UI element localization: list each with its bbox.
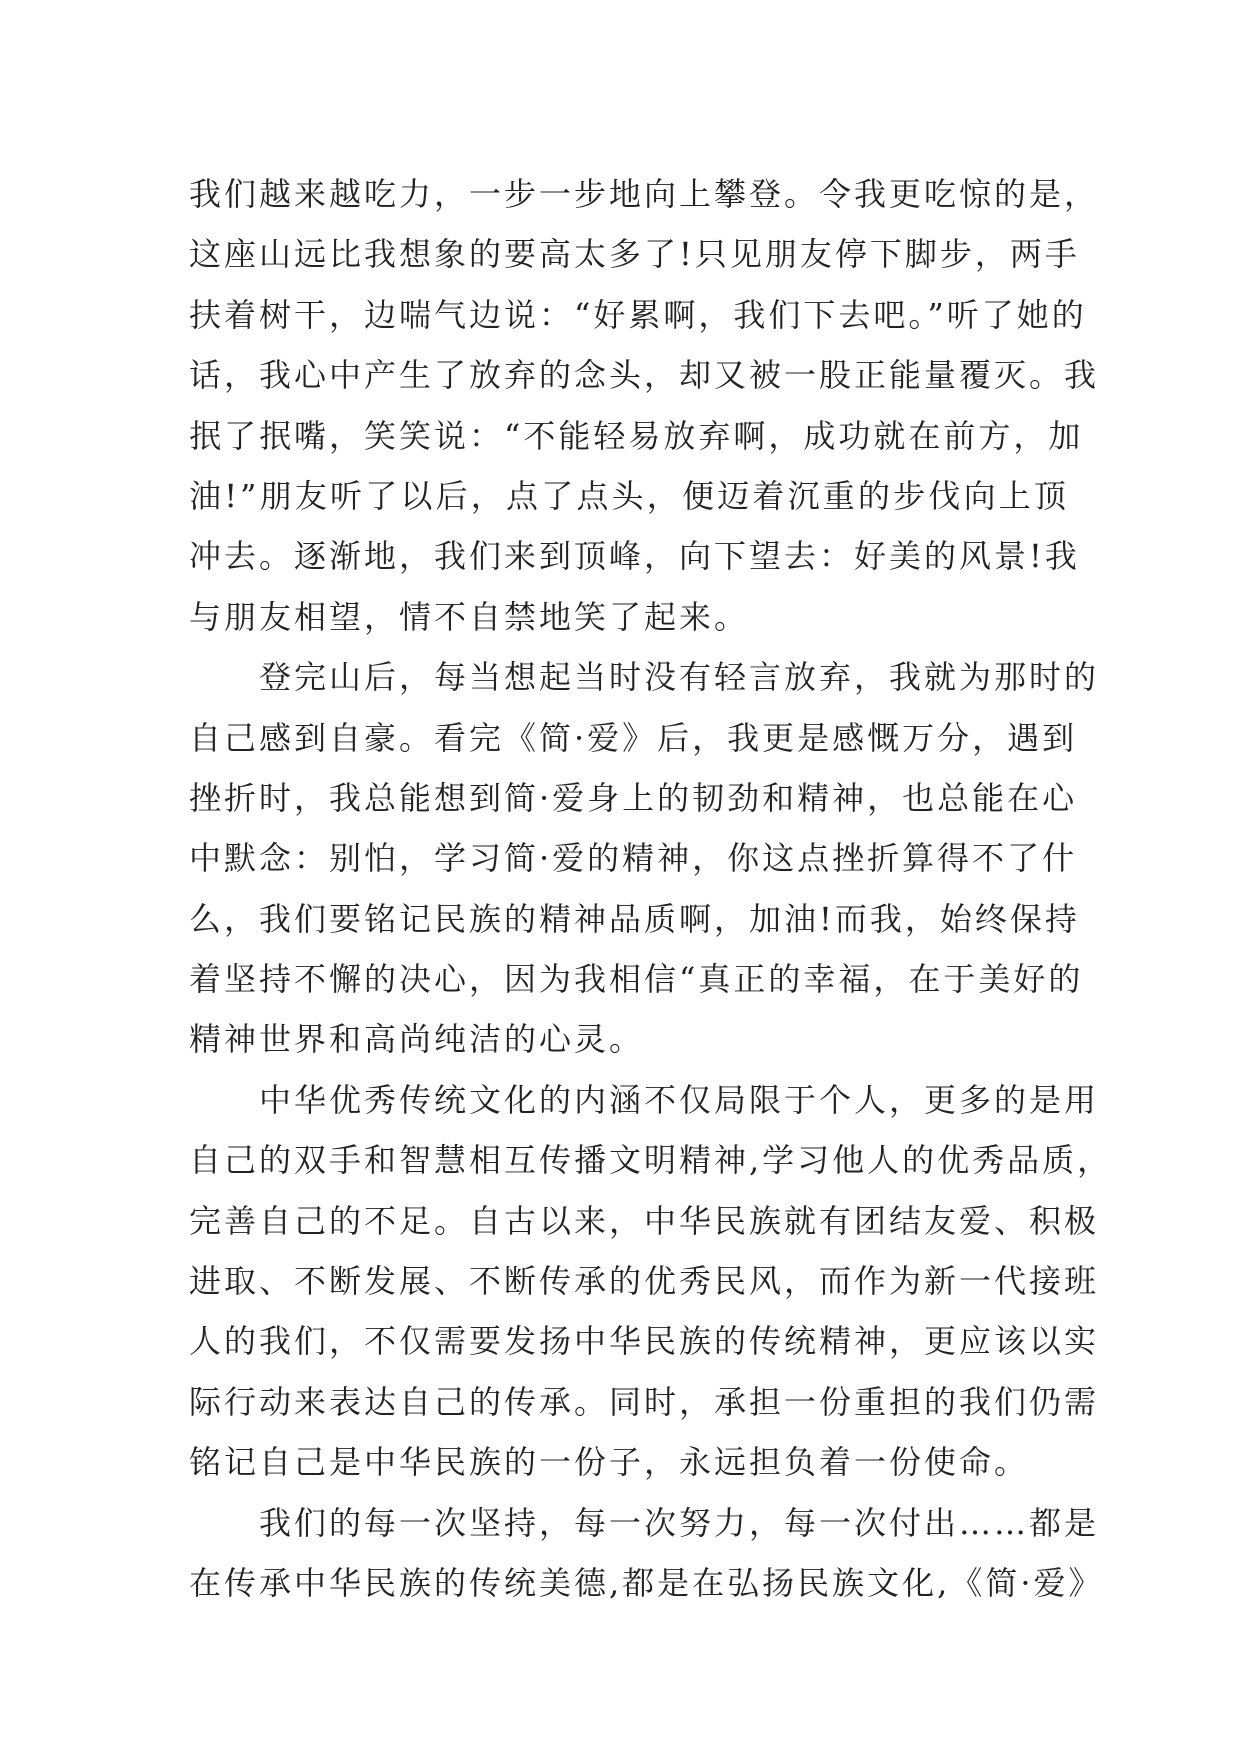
text-line: 油!”朋友听了以后，点了点头，便迈着沉重的步伐向上顶 <box>189 476 1069 515</box>
text-line: 完善自己的不足。自古以来，中华民族就有团结友爱、积极 <box>189 1201 1100 1240</box>
text-line: 精神世界和高尚纯洁的心灵。 <box>189 1020 645 1059</box>
document-page <box>189 164 1113 1613</box>
text-line: 这座山远比我想象的要高太多了!只见朋友停下脚步，两手 <box>189 235 1080 274</box>
text-line: 着坚持不懈的决心，因为我相信“真正的幸福，在于美好的 <box>189 960 1084 999</box>
text-line: 我们越来越吃力，一步一步地向上攀登。令我更吃惊的是， <box>189 175 1100 213</box>
text-line: 抿了抿嘴，笑笑说：“不能轻易放弃啊，成功就在前方，加 <box>189 416 1084 455</box>
text-line: 中默念：别怕，学习简·爱的精神，你这点挫折算得不了什 <box>189 839 1078 878</box>
text-line: 话，我心中产生了放弃的念头，却又被一股正能量覆灭。我 <box>189 356 1100 395</box>
text-line: 挫折时，我总能想到简·爱身上的韧劲和精神，也总能在心 <box>189 778 1078 817</box>
text-line: 扶着树干，边喘气边说：“好累啊，我们下去吧。”听了她的 <box>189 295 1087 334</box>
text-line: 与朋友相望，情不自禁地笑了起来。 <box>189 597 750 636</box>
text-line: 人的我们，不仅需要发扬中华民族的传统精神，更应该以实 <box>189 1322 1100 1361</box>
text-line: 么，我们要铭记民族的精神品质啊，加油!而我，始终保持 <box>189 899 1080 938</box>
text-line: 铭记自己是中华民族的一份子，永远担负着一份使命。 <box>189 1443 1030 1482</box>
text-line: 在传承中华民族的传统美德,都是在弘扬民族文化,《简·爱》 <box>189 1563 1104 1602</box>
text-line: 自己感到自豪。看完《简·爱》后，我更是感慨万分，遇到 <box>189 718 1078 757</box>
text-line: 冲去。逐渐地，我们来到顶峰，向下望去：好美的风景!我 <box>189 537 1080 576</box>
text-line: 登完山后，每当想起当时没有轻言放弃，我就为那时的 <box>189 658 1100 697</box>
text-line: 进取、不断发展、不断传承的优秀民风，而作为新一代接班 <box>189 1262 1100 1301</box>
text-line: 自己的双手和智慧相互传播文明精神,学习他人的优秀品质， <box>189 1141 1113 1180</box>
text-line: 中华优秀传统文化的内涵不仅局限于个人，更多的是用 <box>189 1080 1100 1119</box>
text-line: 我们的每一次坚持，每一次努力，每一次付出……都是 <box>189 1503 1100 1542</box>
text-line: 际行动来表达自己的传承。同时，承担一份重担的我们仍需 <box>189 1382 1100 1421</box>
